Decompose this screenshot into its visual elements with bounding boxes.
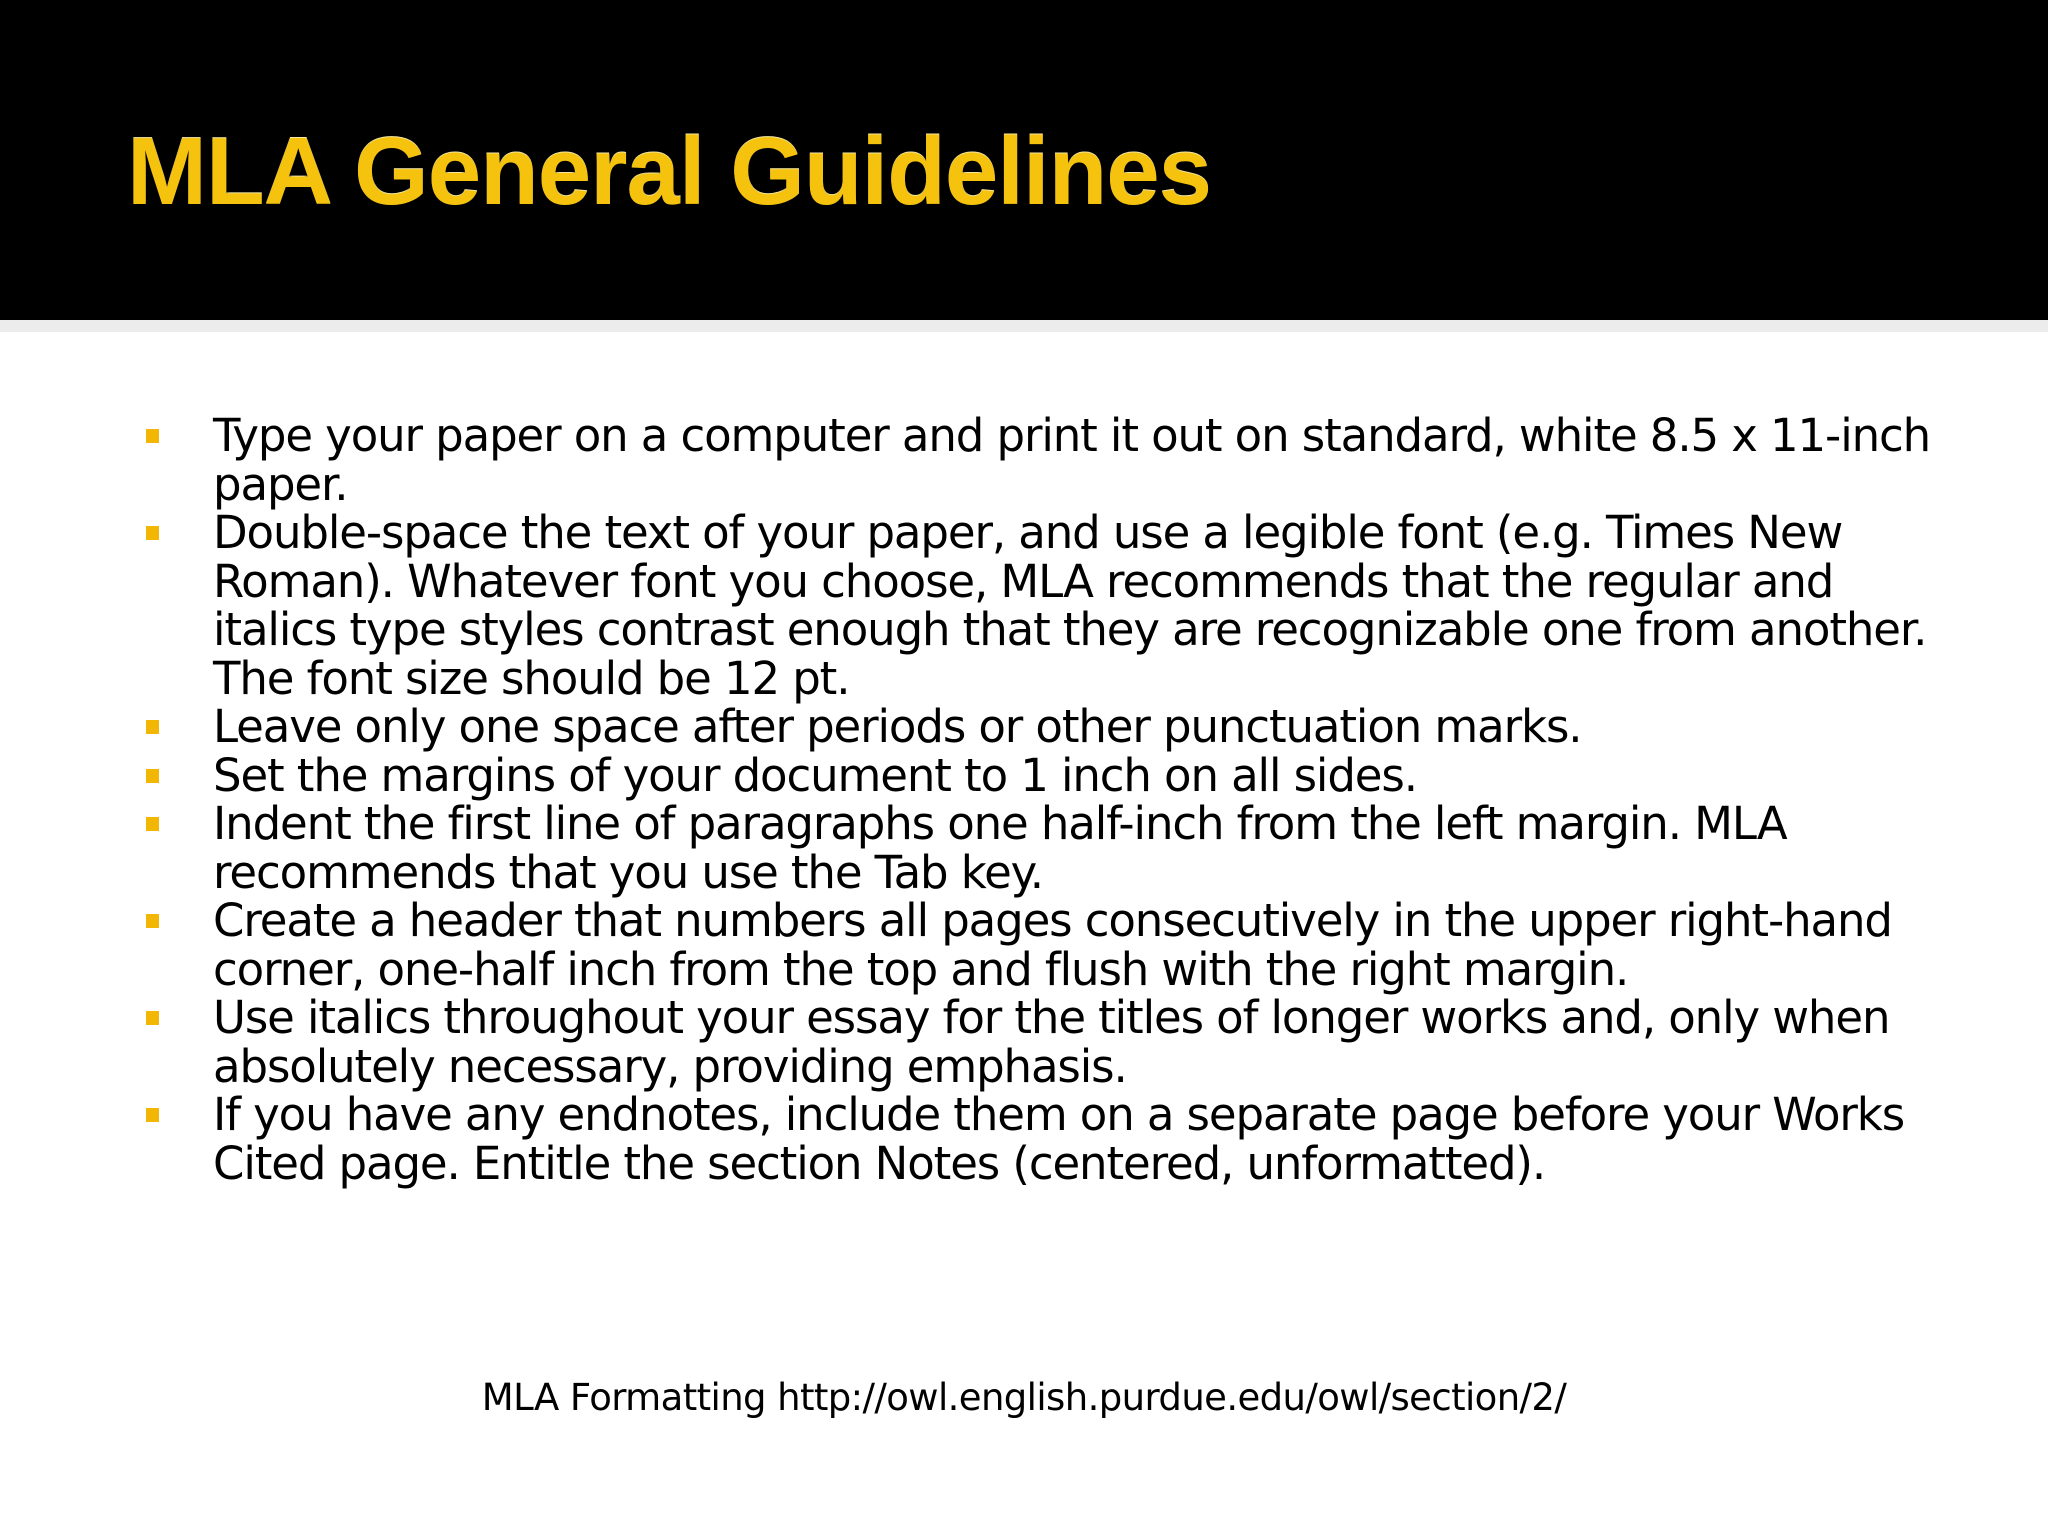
bullet-text: Leave only one space after periods or other punctuation marks. <box>213 700 1582 753</box>
bullet-item <box>0 748 1953 802</box>
bullet-item <box>0 797 1953 899</box>
citation-text: MLA Formatting http://owl.english.purdue.edu/owl/section/2/ <box>481 1376 1567 1419</box>
bullet-item <box>0 894 1953 996</box>
square-bullet-icon <box>146 720 159 734</box>
square-bullet-icon <box>146 1011 159 1025</box>
bullet-text: If you have any endnotes, include them on a separate page before your Works Cited page. Entitle the section Notes (centered, unformatted). <box>213 1088 1905 1190</box>
bullet-item <box>0 1088 1953 1190</box>
bullet-text: Create a header that numbers all pages consecutively in the upper right-hand corner, one-half inch from the top and flush with the right margin. <box>213 894 1892 996</box>
bullet-list <box>0 409 2048 1190</box>
square-bullet-icon <box>146 526 159 540</box>
title-band <box>0 0 2048 320</box>
square-bullet-icon <box>146 1108 159 1122</box>
square-bullet-icon <box>146 429 159 443</box>
square-bullet-icon <box>146 817 159 831</box>
bullet-text: Set the margins of your document to 1 inch on all sides. <box>213 748 1417 802</box>
square-bullet-icon <box>146 914 159 928</box>
bullet-text: Indent the first line of paragraphs one half-inch from the left margin. MLA recommends that you use the Tab key. <box>213 797 1787 899</box>
source-citation <box>0 1374 2048 1422</box>
bullet-item <box>0 506 1953 705</box>
bullet-text: Type your paper on a computer and print it out on standard, white 8.5 x 11-inch paper. <box>213 409 1931 511</box>
bullet-item <box>0 409 1953 511</box>
title-divider <box>0 320 2048 332</box>
bullet-text: Use italics throughout your essay for the titles of longer works and, only when absolutely necessary, providing emphasis. <box>213 991 1890 1093</box>
square-bullet-icon <box>146 769 159 783</box>
bullet-item <box>0 991 1953 1093</box>
bullet-item <box>0 700 1953 753</box>
bullet-text: Double-space the text of your paper, and use a legible font (e.g. Times New Roman). Whatever font you choose, MLA recommends that the regular and italics type styles contrast enough that they are recognizable one from another. The font size should be 12 pt. <box>213 506 1927 705</box>
slide-title: MLA General Guidelines <box>127 118 1212 225</box>
